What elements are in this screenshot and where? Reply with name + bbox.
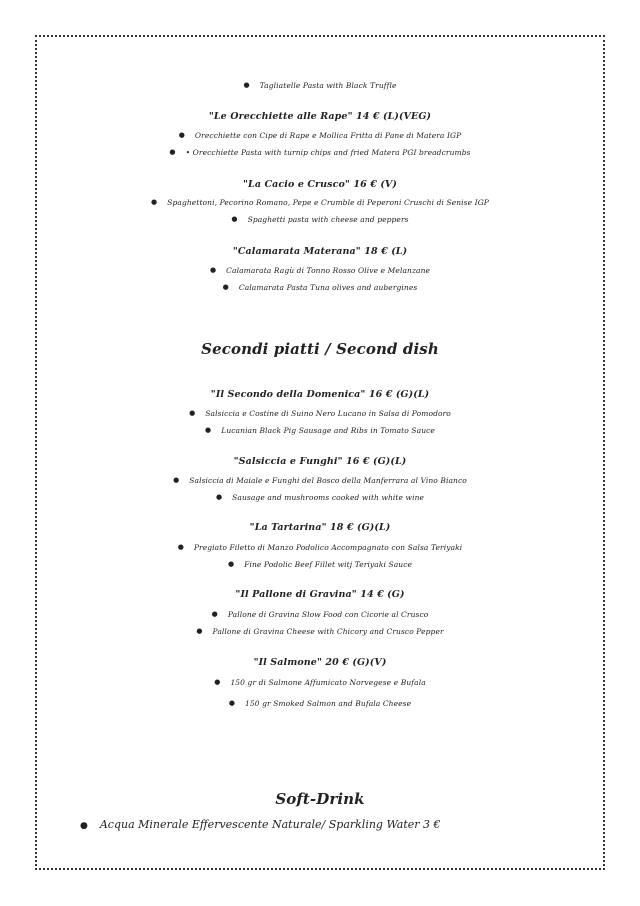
- drink-label: Acqua Minerale Effervescente Naturale/ Sparkling Water 3 €: [99, 818, 441, 831]
- menu-item-desc: ● Calamarata Pasta Tuna olives and aubergines: [0, 282, 640, 294]
- menu-item-desc: ● Tagliatelle Pasta with Black Truffle: [0, 80, 640, 92]
- menu-item-desc: ● • Orecchiette Pasta with turnip chips and fried Matera PGI breadcrumbs: [0, 147, 640, 159]
- menu-item-desc: ● Spaghettoni, Pecorino Romano, Pepe e Crumble di Peperoni Cruschi di Senise IGP: [0, 197, 640, 209]
- menu-item-desc: ● Lucanian Black Pig Sausage and Ribs in Tomato Sauce: [0, 425, 640, 437]
- menu-item-desc: ● Orecchiette con Cipe di Rape e Mollica Fritta di Pane di Matera IGP: [0, 130, 640, 142]
- page-border: [35, 35, 605, 870]
- dish-title: "La Tartarina" 18 € (G)(L): [249, 522, 391, 533]
- menu-item-desc: ● Calamarata Ragù di Tonno Rosso Olive e Melanzane: [0, 265, 640, 277]
- menu-item-desc: ● Pregiato Filetto di Manzo Podolico Accompagnato con Salsa Teriyaki: [0, 542, 640, 554]
- menu-item-desc: ● 150 gr di Salmone Affumicato Norvegese e Bufala: [0, 677, 640, 689]
- dish-title: "La Cacio e Crusco" 16 € (V): [242, 179, 397, 190]
- menu-item-desc: ● Salsiccia e Costine di Suino Nero Lucano in Salsa di Pomodoro: [0, 408, 640, 420]
- bullet-icon: ●: [80, 821, 88, 831]
- menu-item-desc: ● Sausage and mushrooms cooked with white wine: [0, 492, 640, 504]
- menu-item-desc: ● Spaghetti pasta with cheese and peppers: [0, 214, 640, 226]
- menu-item-desc: ● Pallone di Gravina Cheese with Chicory and Crusco Pepper: [0, 626, 640, 638]
- dish-title: "Salsiccia e Funghi" 16 € (G)(L): [233, 456, 407, 467]
- dish-title: "Le Orecchiette alle Rape" 14 € (L)(VEG): [208, 111, 432, 122]
- section-heading: Soft-Drink: [275, 790, 365, 808]
- dish-title: "Calamarata Materana" 18 € (L): [232, 246, 408, 257]
- drink-item: [80, 818, 441, 831]
- menu-item-desc: ● 150 gr Smoked Salmon and Bufala Cheese: [0, 698, 640, 710]
- dish-title: "Il Salmone" 20 € (G)(V): [253, 657, 387, 668]
- dish-title: "Il Pallone di Gravina" 14 € (G): [235, 589, 405, 600]
- section-heading: Secondi piatti / Second dish: [201, 340, 439, 358]
- menu-item-desc: ● Salsiccia di Maiale e Funghi del Bosco della Manferrara al Vino Bianco: [0, 475, 640, 487]
- menu-item-desc: ● Pallone di Gravina Slow Food con Cicorie al Crusco: [0, 609, 640, 621]
- dish-title: "Il Secondo della Domenica" 16 € (G)(L): [210, 389, 430, 400]
- menu-item-desc: ● Fine Podolic Beef Fillet witj Teriyaki Sauce: [0, 559, 640, 571]
